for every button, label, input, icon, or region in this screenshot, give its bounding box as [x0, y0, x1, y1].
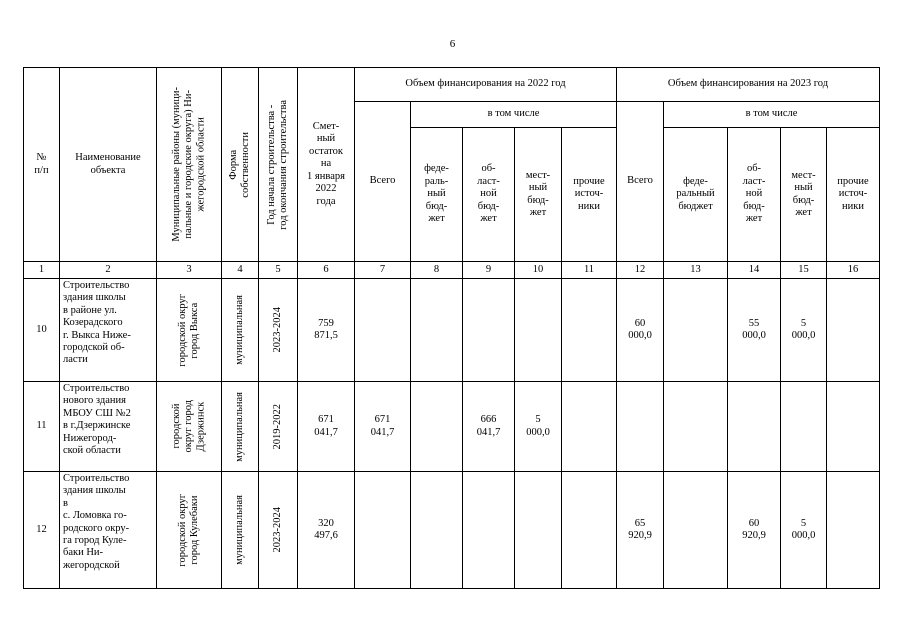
row-years-text: 2023-2024 [271, 507, 283, 553]
col-number: 12 [617, 262, 664, 279]
header-districts-text: Муниципальные районы (муници- пальные и городские округа) Ни- жегородской области [170, 87, 207, 242]
row-ownership [222, 279, 259, 382]
row-reg2022 [463, 279, 515, 382]
row-ownership-text: муниципальная [233, 495, 245, 565]
header-ownership-text: Форма собственности [227, 131, 251, 198]
header-districts [157, 68, 222, 262]
row-oth2022 [562, 472, 617, 589]
header-oth2023: прочие источ- ники [827, 128, 880, 262]
col-number: 15 [781, 262, 827, 279]
col-number: 13 [664, 262, 728, 279]
header-years-text: Год начала строительства - год окончания строительства [265, 99, 289, 230]
row-ownership [222, 382, 259, 472]
row-oth2022 [562, 279, 617, 382]
row-loc2023: 5 000,0 [781, 472, 827, 589]
row-ownership-text: муниципальная [233, 391, 245, 462]
header-oth2022: прочие источ- ники [562, 128, 617, 262]
col-number: 11 [562, 262, 617, 279]
row-ownership [222, 472, 259, 589]
row-reg2022 [463, 472, 515, 589]
header-incl2022: в том числе [411, 102, 617, 128]
row-oth2023 [827, 279, 880, 382]
row-loc2022: 5 000,0 [515, 382, 562, 472]
row-district-text: городской округ город Кулебаки [176, 493, 200, 567]
row-balance: 671 041,7 [298, 382, 355, 472]
col-number: 10 [515, 262, 562, 279]
header-total2023: Всего [617, 102, 664, 262]
row-loc2022 [515, 279, 562, 382]
row-district-text: городской округ город Выкса [176, 293, 200, 367]
col-number: 7 [355, 262, 411, 279]
table-row [24, 382, 880, 472]
col-number: 14 [728, 262, 781, 279]
header-balance: Смет- ный остаток на 1 января 2022 года [298, 68, 355, 262]
col-number: 8 [411, 262, 463, 279]
financing-table [23, 67, 880, 589]
header-loc2022: мест- ный бюд- жет [515, 128, 562, 262]
header-loc2023: мест- ный бюд- жет [781, 128, 827, 262]
header-total2022: Всего [355, 102, 411, 262]
row-num: 11 [24, 382, 60, 472]
row-fed2023 [664, 382, 728, 472]
row-ownership-text: муниципальная [233, 295, 245, 365]
header-reg2023: об- ласт- ной бюд- жет [728, 128, 781, 262]
row-district [157, 472, 222, 589]
header-reg2022: об- ласт- ной бюд- жет [463, 128, 515, 262]
row-oth2023 [827, 472, 880, 589]
row-num: 12 [24, 472, 60, 589]
row-reg2023: 55 000,0 [728, 279, 781, 382]
row-total2022 [355, 279, 411, 382]
row-name: Строительство нового здания МБОУ СШ №2 в г.Дзержинске Нижегород- ской области [60, 382, 157, 472]
row-years-text: 2019-2022 [271, 403, 283, 450]
row-total2022 [355, 472, 411, 589]
row-fed2022 [411, 279, 463, 382]
row-balance: 320 497,6 [298, 472, 355, 589]
row-reg2023: 60 920,9 [728, 472, 781, 589]
row-name: Строительство здания школы в районе ул. Козерадского г. Выкса Ниже- городской об- ласти [60, 279, 157, 382]
header-fed2023: феде- ральный бюджет [664, 128, 728, 262]
row-reg2023 [728, 382, 781, 472]
col-number: 1 [24, 262, 60, 279]
row-total2023: 65 920,9 [617, 472, 664, 589]
row-years [259, 382, 298, 472]
row-balance: 759 871,5 [298, 279, 355, 382]
row-reg2022: 666 041,7 [463, 382, 515, 472]
table-row [24, 279, 880, 382]
row-years [259, 472, 298, 589]
col-number: 3 [157, 262, 222, 279]
col-number: 2 [60, 262, 157, 279]
column-numbers-row [24, 262, 880, 279]
row-oth2023 [827, 382, 880, 472]
row-oth2022 [562, 382, 617, 472]
col-number: 5 [259, 262, 298, 279]
header-years [259, 68, 298, 262]
header-fin2023: Объем финансирования на 2023 год [617, 68, 880, 102]
header-row-1 [24, 68, 880, 102]
col-number: 9 [463, 262, 515, 279]
row-num: 10 [24, 279, 60, 382]
row-loc2023 [781, 382, 827, 472]
col-number: 4 [222, 262, 259, 279]
row-total2023 [617, 382, 664, 472]
col-number: 6 [298, 262, 355, 279]
row-fed2022 [411, 472, 463, 589]
col-number: 16 [827, 262, 880, 279]
row-years [259, 279, 298, 382]
row-total2023: 60 000,0 [617, 279, 664, 382]
table-row [24, 472, 880, 589]
header-incl2023: в том числе [664, 102, 880, 128]
row-years-text: 2023-2024 [271, 307, 283, 353]
row-name: Строительство здания школы в с. Ломовка го- родского окру- га город Куле- баки Ни- жегородской [60, 472, 157, 589]
page-number: 6 [449, 38, 456, 50]
header-fed2022: феде- раль- ный бюд- жет [411, 128, 463, 262]
header-ownership [222, 68, 259, 262]
header-num: № п/п [24, 68, 60, 262]
row-district [157, 279, 222, 382]
row-fed2023 [664, 279, 728, 382]
header-name: Наименование объекта [60, 68, 157, 262]
header-fin2022: Объем финансирования на 2022 год [355, 68, 617, 102]
row-total2022: 671 041,7 [355, 382, 411, 472]
row-district-text: городской округ город Дзержинск [170, 400, 207, 453]
row-loc2023: 5 000,0 [781, 279, 827, 382]
row-fed2023 [664, 472, 728, 589]
row-loc2022 [515, 472, 562, 589]
row-fed2022 [411, 382, 463, 472]
row-district [157, 382, 222, 472]
